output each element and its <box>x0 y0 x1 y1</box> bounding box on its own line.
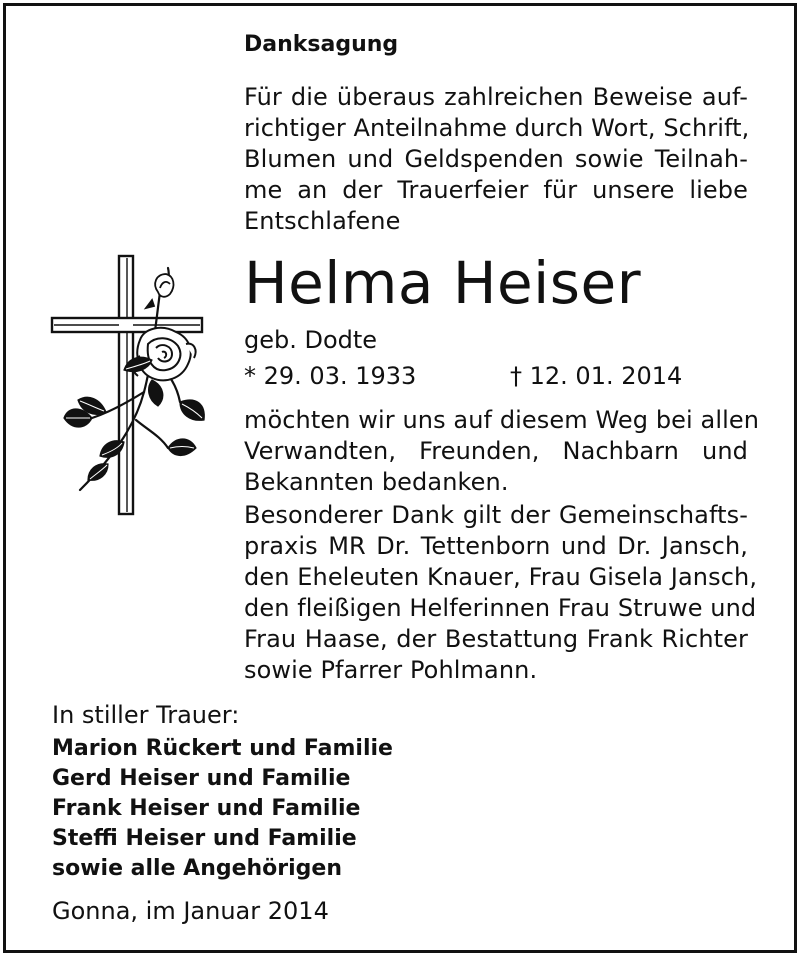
intro-line: richtiger Anteilnahme durch Wort, Schrift, <box>244 114 750 142</box>
intro-line: Für die überaus zahlreichen Beweise auf- <box>244 83 748 111</box>
death-date: † 12. 01. 2014 <box>510 362 683 390</box>
special-thanks-line: den Eheleuten Knauer, Frau Gisela Jansch, <box>244 563 758 591</box>
mourner-entry: Marion Rückert und Familie <box>52 736 393 761</box>
special-thanks-line: sowie Pfarrer Pohlmann. <box>244 656 538 684</box>
special-thanks-text <box>244 500 758 686</box>
special-thanks-line: den fleißigen Helferinnen Frau Struwe und <box>244 594 757 622</box>
thanks-line: Verwandten, Freunden, Nachbarn und <box>244 437 748 465</box>
intro-line: Blumen und Geldspenden sowie Teilnah- <box>244 145 748 173</box>
mourner-entry: Steffi Heiser und Familie <box>52 826 357 851</box>
thanks-line: möchten wir uns auf diesem Weg bei allen <box>244 406 760 434</box>
deceased-name: Helma Heiser <box>244 249 642 317</box>
intro-text <box>244 82 748 237</box>
mourners-list <box>52 734 393 884</box>
place-date: Gonna, im Januar 2014 <box>52 897 329 925</box>
mourner-entry: sowie alle Angehörigen <box>52 856 343 881</box>
special-thanks-line: Besonderer Dank gilt der Gemeinschafts- <box>244 501 748 529</box>
mourning-label: In stiller Trauer: <box>52 701 240 729</box>
intro-line: me an der Trauerfeier für unsere liebe <box>244 176 748 204</box>
mourner-entry: Frank Heiser und Familie <box>52 796 361 821</box>
thanks-text <box>244 405 760 498</box>
birth-date: * 29. 03. 1933 <box>244 362 417 390</box>
thanks-line: Bekannten bedanken. <box>244 468 509 496</box>
intro-line: Entschlafene <box>244 207 401 235</box>
special-thanks-line: Frau Haase, der Bestattung Frank Richter <box>244 625 748 653</box>
life-dates <box>244 361 724 392</box>
cross-with-rose-icon <box>48 252 208 518</box>
special-thanks-line: praxis MR Dr. Tettenborn und Dr. Jansch, <box>244 532 748 560</box>
maiden-name: geb. Dodte <box>244 326 378 354</box>
mourner-entry: Gerd Heiser und Familie <box>52 766 351 791</box>
notice-heading: Danksagung <box>244 32 399 57</box>
